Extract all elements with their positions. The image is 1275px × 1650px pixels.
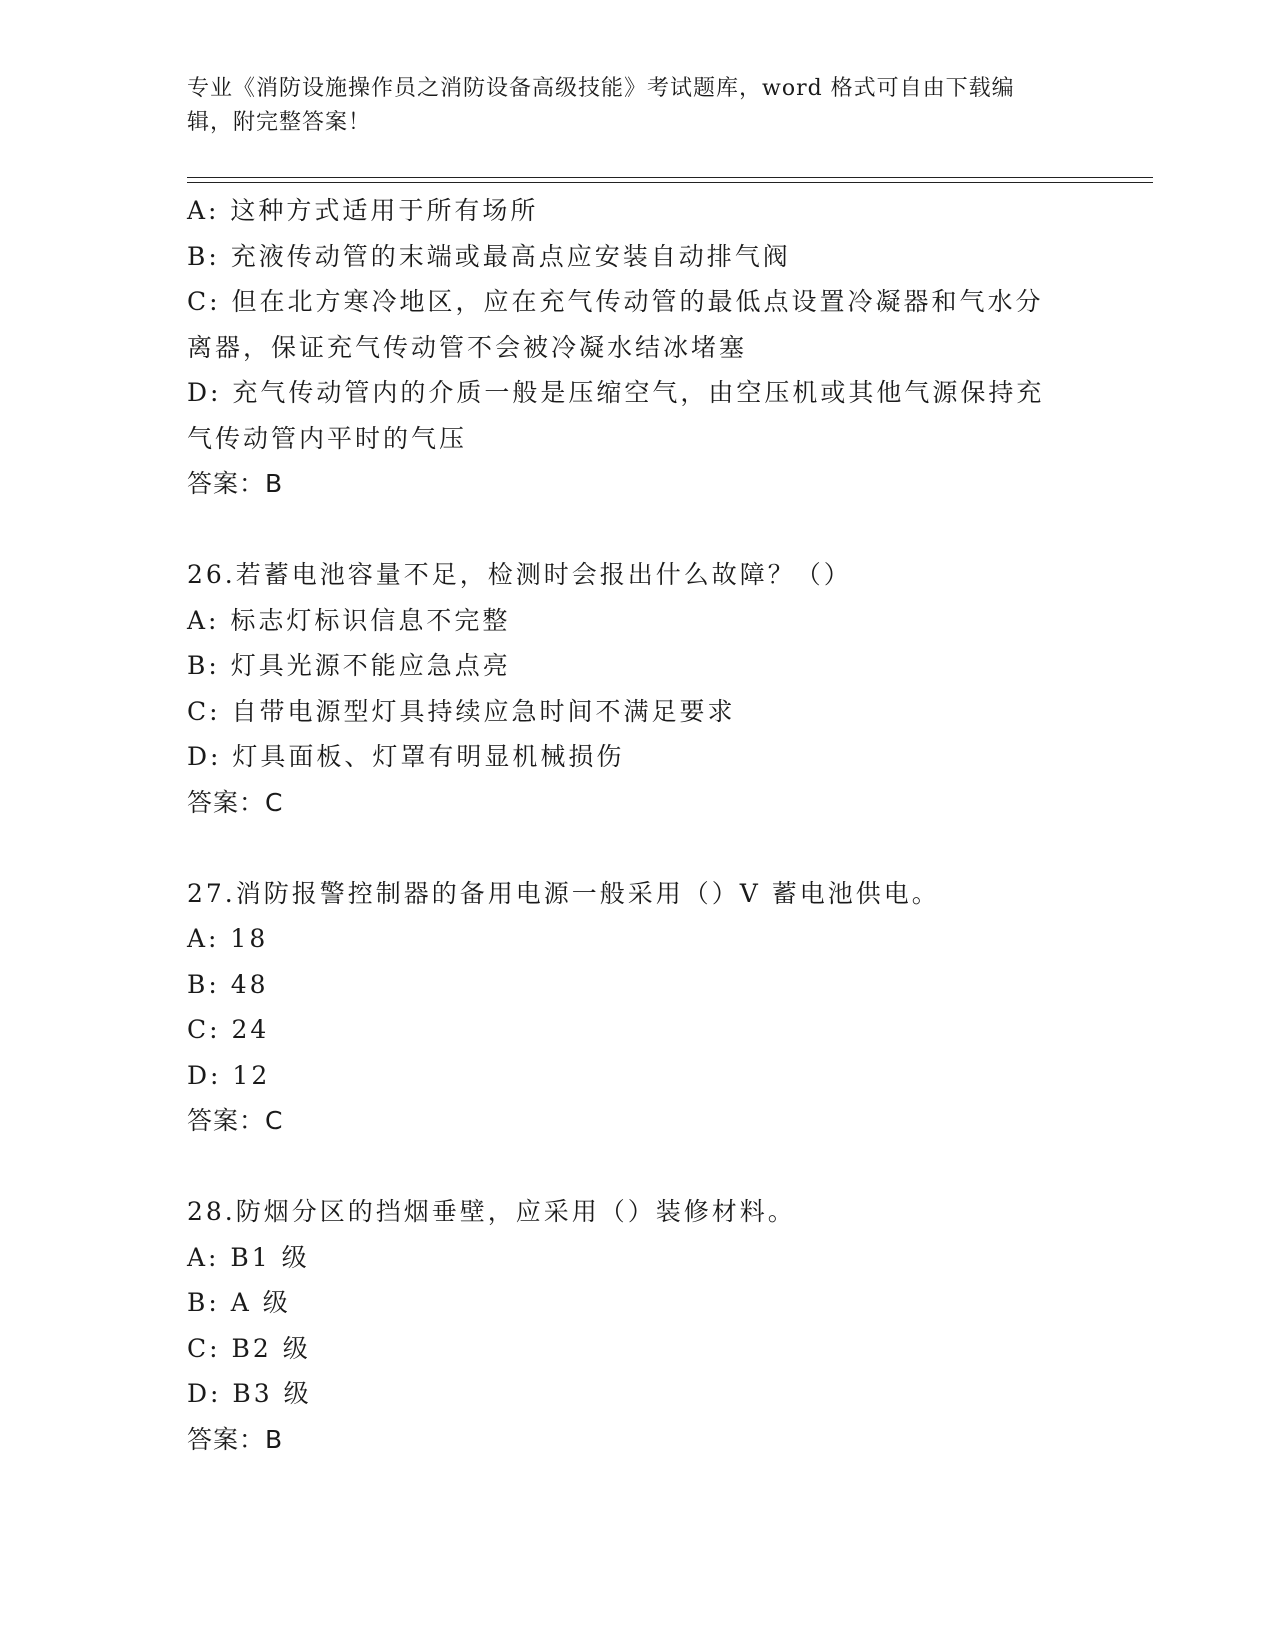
spacer (187, 825, 1087, 871)
spacer (187, 507, 1087, 553)
option-b: B: 48 (187, 969, 269, 999)
answer-label: 答案：C (187, 1106, 284, 1135)
option-a: A: 18 (187, 924, 269, 953)
document-header (187, 72, 1067, 140)
option-d: D: B3 级 (187, 1379, 312, 1408)
spacer (187, 1144, 1087, 1190)
header-divider-bottom (187, 182, 1153, 183)
question-27 (187, 871, 1087, 1144)
option-b: B: A 级 (187, 1288, 291, 1317)
answer-label: 答案：B (187, 469, 284, 498)
question-text: 27.消防报警控制器的备用电源一般采用（）V 蓄电池供电。 (187, 878, 940, 908)
question-25-continued (187, 188, 1087, 507)
header-intro-line-1: 专业《消防设施操作员之消防设备高级技能》考试题库，word 格式可自由下载编 (187, 76, 1015, 101)
option-c: C: 24 (187, 1015, 270, 1044)
option-c-line-2: 离器，保证充气传动管不会被冷凝水结冰堵塞 (187, 332, 748, 362)
option-a: A: 标志灯标识信息不完整 (187, 605, 511, 635)
option-b: B: 充液传动管的末端或最高点应安装自动排气阀 (187, 241, 791, 271)
option-b: B: 灯具光源不能应急点亮 (187, 651, 511, 680)
question-28 (187, 1189, 1087, 1462)
option-d: D: 12 (187, 1060, 271, 1090)
header-intro-line-2: 辑，附完整答案！ (187, 110, 372, 135)
question-list (187, 188, 1087, 1462)
header-divider-top (187, 177, 1153, 178)
option-c-line-1: C: 但在北方寒冷地区，应在充气传动管的最低点设置冷凝器和气水分 (187, 287, 1044, 316)
option-c: C: B2 级 (187, 1333, 311, 1363)
option-d-line-1: D: 充气传动管内的介质一般是压缩空气，由空压机或其他气源保持充 (187, 378, 1045, 407)
option-d: D: 灯具面板、灯罩有明显机械损伤 (187, 742, 625, 771)
answer-label: 答案：C (187, 787, 284, 817)
question-text: 26.若蓄电池容量不足，检测时会报出什么故障？（） (187, 560, 852, 589)
answer-label: 答案：B (187, 1424, 284, 1454)
question-26 (187, 552, 1087, 825)
option-d-line-2: 气传动管内平时的气压 (187, 423, 468, 453)
option-a: A: B1 级 (187, 1242, 310, 1272)
option-a: A: 这种方式适用于所有场所 (187, 196, 539, 225)
option-c: C: 自带电源型灯具持续应急时间不满足要求 (187, 696, 736, 726)
question-text: 28.防烟分区的挡烟垂壁，应采用（）装修材料。 (187, 1197, 796, 1226)
